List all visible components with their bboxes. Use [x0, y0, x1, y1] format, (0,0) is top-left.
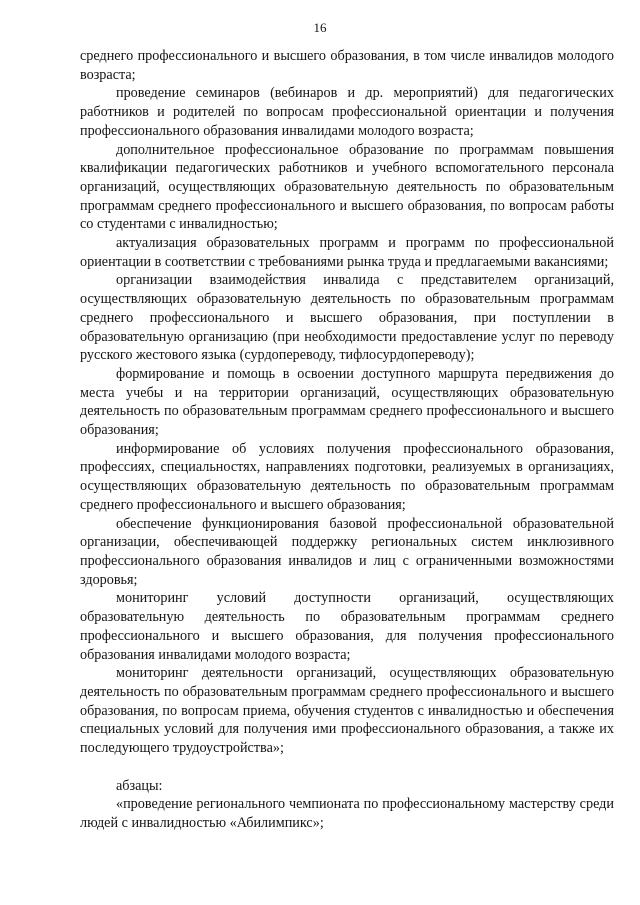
paragraph-interaction-organization: организации взаимодействия инвалида с представителем организаций, осуществляющих образовательную деятельность по образовательным программам среднего профессионального и высшего образования, при поступлении в образовательную организацию (при необходимости предоставление услуг по переводу русского жестового языка (сурдопереводу, тифлосурдопереводу); [80, 272, 614, 364]
paragraph-heading-paragraphs: абзацы: [116, 777, 163, 794]
document-body [80, 47, 614, 833]
paragraph-seminars: проведение семинаров (вебинаров и др. мероприятий) для педагогических работников и родителей по вопросам профессиональной ориентации и получения профессионального образования инвалидами молодого возраста; [80, 85, 614, 139]
paragraph-activity-monitoring: мониторинг деятельности организаций, осуществляющих образовательную деятельность по образовательным программам среднего профессионального и высшего образования, по вопросам приема, обучения студентов с инвалидностью и обеспечения специальных условий для получения ими профессионального образования, а также их последующего трудоустройства»; [80, 665, 614, 757]
paragraph-program-actualization: актуализация образовательных программ и программ по профессиональной ориентации в соответствии с требованиями рынка труда и предлагаемыми вакансиями; [80, 235, 614, 270]
paragraph-informing: информирование об условиях получения профессионального образования, профессиях, специальностях, направлениях подготовки, реализуемых в организациях, осуществляющих образовательную деятельность по образовательным программам среднего профессионального и высшего образования; [80, 440, 614, 513]
paragraph-additional-education: дополнительное профессиональное образование по программам повышения квалификации педагогических работников и учебного вспомогательного персонала организаций, осуществляющих образовательную деятельность по образовательным программам среднего профессионального и высшего образования, по вопросам работы со студентами с инвалидностью; [80, 141, 614, 233]
page-number: 16 [313, 20, 327, 35]
paragraph-abilympics: «проведение регионального чемпионата по профессиональному мастерству среди людей с инвалидностью «Абилимпикс»; [80, 796, 614, 832]
paragraph-accessibility-monitoring: мониторинг условий доступности организаций, осуществляющих образовательную деятельность по образовательным программам среднего профессионального и высшего образования, для получения профессионального образования инвалидами молодого возраста; [80, 590, 614, 663]
paragraph-base-organization: обеспечение функционирования базовой профессиональной образовательной организации, обеспечивающей поддержку региональных систем инклюзивного профессионального образования инвалидов и лиц с ограниченными возможностями здоровья; [80, 515, 614, 588]
paragraph-route-assistance: формирование и помощь в освоении доступного маршрута передвижения до места учебы и на территории организаций, осуществляющих образовательную деятельность по образовательным программам среднего профессионального и высшего образования; [80, 365, 614, 439]
paragraph-continuation: среднего профессионального и высшего образования, в том числе инвалидов молодого возраста; [80, 48, 614, 83]
